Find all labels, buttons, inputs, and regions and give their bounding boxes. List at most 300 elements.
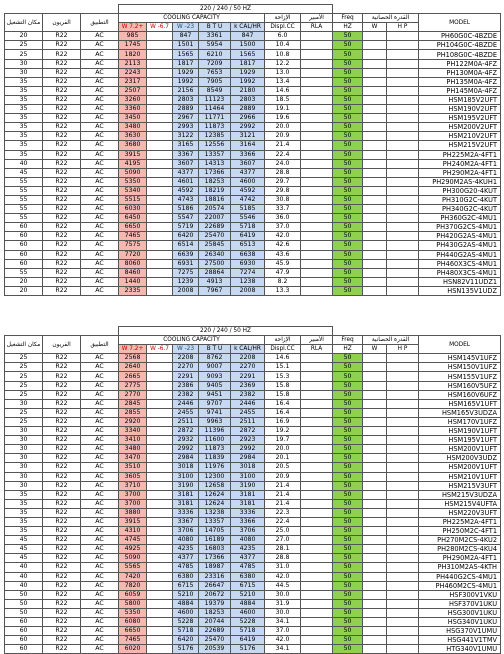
w-cell [363,627,387,636]
w72-cell: 1820 [119,50,147,59]
w67-cell [147,363,173,372]
w72-cell: 2568 [119,354,147,363]
kcal-cell: 2270 [231,363,265,372]
rla-cell [301,259,333,268]
w67-cell [147,545,173,554]
refrigerant-cell: R22 [43,417,81,426]
w67-cell [147,608,173,617]
kcal-cell: 3181 [231,499,265,508]
ambient-cell: 55 [5,205,43,214]
w-cell [363,232,387,241]
hp-cell [387,277,419,286]
freq-cell: 50 [333,41,363,50]
model-cell: PH310M2AS-4KTH [419,563,501,572]
btu-cell: 13357 [199,517,231,526]
kcal-cell: 5228 [231,618,265,627]
table-row [5,268,501,277]
hp-cell [387,123,419,132]
refrigerant-cell: R22 [43,268,81,277]
application-cell: AC [81,363,119,372]
w23-cell: 5228 [173,618,199,627]
kcal-header: k CAL/HR [231,345,265,354]
w-cell [363,32,387,41]
w72-cell: 3605 [119,472,147,481]
model-cell: HSG340V1UKU [419,618,501,627]
freq-cell: 50 [333,472,363,481]
application-cell: AC [81,105,119,114]
compressor-table-1 [4,4,501,296]
displacement-cell: 34.1 [265,618,301,627]
application-cell: AC [81,214,119,223]
table-row [5,508,501,517]
w67-cell [147,499,173,508]
w23-cell: 3122 [173,132,199,141]
table-row [5,563,501,572]
hp-cell [387,408,419,417]
w23-cell: 2008 [173,286,199,295]
rla-cell [301,572,333,581]
w72-cell: 3700 [119,490,147,499]
ambient-cell: 60 [5,618,43,627]
kcal-cell: 6419 [231,232,265,241]
table-row [5,77,501,86]
displacement-cell: 30.0 [265,608,301,617]
refrigerant-cell: R22 [43,86,81,95]
model-cell: PH108G0C-4BZDE [419,50,501,59]
model-cell: HSF300V1VKU [419,590,501,599]
table-row [5,354,501,363]
w23-cell: 3607 [173,159,199,168]
btu-cell: 9405 [199,381,231,390]
model-cell: PH480X3CS-4MU1 [419,268,501,277]
hp-cell [387,241,419,250]
hp-cell [387,545,419,554]
btu-cell: 22689 [199,223,231,232]
w-cell [363,114,387,123]
w23-cell: 6639 [173,250,199,259]
kcal-cell: 3164 [231,141,265,150]
application-cell: AC [81,141,119,150]
application-cell: AC [81,645,119,654]
application-cell: AC [81,554,119,563]
refrigerant-cell: R22 [43,195,81,204]
model-cell: HSM190V1UFT [419,427,501,436]
w23-cell: 2511 [173,417,199,426]
table-row [5,159,501,168]
hp-cell [387,214,419,223]
hp-cell [387,436,419,445]
w23-cell: 2993 [173,123,199,132]
rla-cell [301,608,333,617]
freq-cell: 50 [333,554,363,563]
w23-cell: 2967 [173,114,199,123]
model-cell: HSM195V2UFT [419,114,501,123]
ambient-cell: 45 [5,545,43,554]
table-row [5,259,501,268]
w-header: W [363,23,387,32]
model-cell: HSM200V3UDZ [419,454,501,463]
application-cell: AC [81,232,119,241]
btu-cell: 20744 [199,618,231,627]
w-cell [363,372,387,381]
btu-cell: 20539 [199,645,231,654]
refrigerant-cell: R22 [43,599,81,608]
w67-cell [147,627,173,636]
table-row [5,472,501,481]
kcal-cell: 5176 [231,645,265,654]
rla-cell [301,286,333,295]
kcal-header: k CAL/HR [231,23,265,32]
btu-cell: 11771 [199,114,231,123]
table-row [5,463,501,472]
table-row [5,590,501,599]
displacement-cell: 15.1 [265,363,301,372]
hp-cell [387,627,419,636]
freq-cell: 50 [333,572,363,581]
hp-cell [387,463,419,472]
ambient-cell: 45 [5,168,43,177]
w67-cell [147,232,173,241]
w67-cell [147,372,173,381]
w72-cell: 7420 [119,572,147,581]
model-cell: HSM215V3UFT [419,481,501,490]
w23-cell: 5719 [173,223,199,232]
freq-cell: 50 [333,105,363,114]
refrigerant-cell: R22 [43,472,81,481]
ambient-cell: 35 [5,527,43,536]
w-cell [363,554,387,563]
freq-cell: 50 [333,445,363,454]
refrigerant-cell: R22 [43,618,81,627]
w67-cell [147,381,173,390]
hp-cell [387,563,419,572]
kcal-cell: 1238 [231,277,265,286]
table-row [5,59,501,68]
ambient-cell: 25 [5,417,43,426]
btu-cell: 7905 [199,77,231,86]
application-cell: AC [81,517,119,526]
btu-cell: 11464 [199,105,231,114]
kcal-cell: 5718 [231,627,265,636]
btu-cell: 19379 [199,599,231,608]
table-row [5,195,501,204]
w23-cell: 4080 [173,536,199,545]
kcal-cell: 3190 [231,481,265,490]
refrigerant-cell: R22 [43,399,81,408]
ambient-cell: 25 [5,354,43,363]
rla-cell [301,517,333,526]
kcal-cell: 2992 [231,445,265,454]
freq-cell: 50 [333,436,363,445]
displacement-cell: 28.8 [265,554,301,563]
displacement-cell: 19.2 [265,427,301,436]
model-header: MODEL [419,336,501,354]
rla-cell [301,508,333,517]
w67-cell [147,68,173,77]
hp-cell [387,223,419,232]
model-cell: PH340G2C-4KUT [419,205,501,214]
w72-cell: 7465 [119,636,147,645]
w67-cell [147,168,173,177]
hp-cell [387,517,419,526]
model-cell: PH145M0A-4FZ [419,86,501,95]
table-row [5,527,501,536]
table-row [5,417,501,426]
application-cell: AC [81,268,119,277]
freq-cell: 50 [333,195,363,204]
hp-cell [387,132,419,141]
rla-cell [301,277,333,286]
refrigerant-cell: R22 [43,454,81,463]
w23-cell: 2455 [173,408,199,417]
w23-cell: 2803 [173,95,199,104]
rla-cell [301,114,333,123]
btu-cell: 7967 [199,286,231,295]
displacement-cell: 31.0 [265,563,301,572]
displacement-cell: 16.9 [265,417,301,426]
displacement-cell: 20.0 [265,445,301,454]
hp-cell [387,114,419,123]
freq-cell: 50 [333,381,363,390]
kcal-cell: 6380 [231,572,265,581]
refrigerant-cell: R22 [43,381,81,390]
hp-cell [387,417,419,426]
btu-cell: 18253 [199,608,231,617]
btu-cell: 11600 [199,436,231,445]
hp-cell [387,636,419,645]
model-cell: HSM145V1UFZ [419,354,501,363]
rla-cell [301,105,333,114]
ambient-cell: 50 [5,590,43,599]
kcal-cell: 4600 [231,177,265,186]
refrigerant-cell: R22 [43,608,81,617]
table-row [5,205,501,214]
w72-cell: 2640 [119,363,147,372]
w72-cell: 2770 [119,390,147,399]
w67-header: W -6.7 [147,345,173,354]
hp-cell [387,363,419,372]
w72-cell: 5350 [119,177,147,186]
rla-cell [301,132,333,141]
displacement-cell: 21.4 [265,481,301,490]
w72-cell: 5515 [119,195,147,204]
w72-header: W 7.2+ [119,345,147,354]
w-cell [363,563,387,572]
refrigerant-cell: R22 [43,277,81,286]
kcal-cell: 3018 [231,463,265,472]
application-cell: AC [81,132,119,141]
hp-cell [387,77,419,86]
refrigerant-cell: R22 [43,372,81,381]
refrigerant-cell: R22 [43,41,81,50]
w72-cell: 4310 [119,527,147,536]
table-row [5,454,501,463]
displacement-cell: 8.2 [265,277,301,286]
ambient-cell: 35 [5,141,43,150]
hp-cell [387,508,419,517]
w-cell [363,141,387,150]
w-cell [363,572,387,581]
displacement-cell: 27.0 [265,536,301,545]
btu-cell: 5954 [199,41,231,50]
refrigerant-cell: R22 [43,363,81,372]
rla-cell [301,381,333,390]
w-cell [363,581,387,590]
btu-cell: 6210 [199,50,231,59]
refrigerant-cell: R22 [43,427,81,436]
ambient-cell: 60 [5,223,43,232]
w67-cell [147,159,173,168]
w-cell [363,241,387,250]
hp-cell [387,150,419,159]
w-cell [363,86,387,95]
w67-cell [147,517,173,526]
kcal-cell: 3100 [231,472,265,481]
w72-cell: 4745 [119,536,147,545]
application-cell: AC [81,277,119,286]
model-cell: PH104G0C-4BZDE [419,41,501,50]
kcal-cell: 3121 [231,132,265,141]
displacement-cell: 21.4 [265,499,301,508]
application-cell: AC [81,590,119,599]
w72-cell: 985 [119,32,147,41]
w72-cell: 5090 [119,168,147,177]
w67-cell [147,77,173,86]
hp-cell [387,232,419,241]
w72-cell: 3340 [119,427,147,436]
displacement-cell: 42.6 [265,241,301,250]
application-cell: AC [81,436,119,445]
hp-cell [387,32,419,41]
application-cell: AC [81,427,119,436]
btu-cell: 11839 [199,454,231,463]
model-cell: HSN82V11UDZ1 [419,277,501,286]
w23-cell: 2208 [173,354,199,363]
w-cell [363,499,387,508]
w67-cell [147,286,173,295]
ambient-cell: 20 [5,277,43,286]
application-cell: AC [81,445,119,454]
freq-cell: 50 [333,408,363,417]
kcal-cell: 2992 [231,123,265,132]
rla-cell [301,527,333,536]
freq-cell: 50 [333,177,363,186]
rla-cell [301,363,333,372]
freq-cell: 50 [333,150,363,159]
btu-cell: 18816 [199,195,231,204]
freq-cell: 50 [333,59,363,68]
freq-cell: 50 [333,463,363,472]
hp-cell [387,618,419,627]
w72-cell: 3700 [119,499,147,508]
application-cell: AC [81,95,119,104]
ambient-header: مكان التشغيل [5,14,43,32]
w72-cell: 7575 [119,241,147,250]
w23-cell: 3367 [173,517,199,526]
hp-cell [387,490,419,499]
ambient-cell: 55 [5,177,43,186]
application-cell: AC [81,454,119,463]
displacement-cell: 21.4 [265,490,301,499]
application-cell: AC [81,372,119,381]
application-cell: AC [81,408,119,417]
displacement-cell: 42.0 [265,232,301,241]
w67-cell [147,177,173,186]
w67-cell [147,481,173,490]
ambient-cell: 40 [5,572,43,581]
w-cell [363,250,387,259]
model-cell: PH122M0A-4FZ [419,59,501,68]
table-row [5,536,501,545]
ambient-cell: 35 [5,132,43,141]
rla-cell [301,354,333,363]
hp-cell [387,186,419,195]
application-cell: AC [81,581,119,590]
kcal-cell: 2872 [231,427,265,436]
refrigerant-cell: R22 [43,205,81,214]
application-cell: AC [81,177,119,186]
model-cell: HSM160V5UFZ [419,381,501,390]
w67-cell [147,417,173,426]
displacement-cell: 22.4 [265,150,301,159]
freq-cell: 50 [333,636,363,645]
freq-cell: 50 [333,132,363,141]
w67-cell [147,50,173,59]
application-cell: AC [81,399,119,408]
w67-cell [147,141,173,150]
refrigerant-cell: R22 [43,499,81,508]
btu-cell: 9093 [199,372,231,381]
model-cell: PH225M2A-4FT1 [419,150,501,159]
w72-cell: 2113 [119,59,147,68]
w72-cell: 2855 [119,408,147,417]
freq-cell: 50 [333,32,363,41]
w23-cell: 4884 [173,599,199,608]
displacement-cell: 15.8 [265,381,301,390]
rla-cell [301,545,333,554]
refrigerant-header: الفريون [43,336,81,354]
kcal-cell: 1817 [231,59,265,68]
w23-cell: 4743 [173,195,199,204]
w23-cell: 4235 [173,545,199,554]
w-cell [363,445,387,454]
hp-capacity-header: القدرة الحصانية [363,336,419,345]
refrigerant-cell: R22 [43,508,81,517]
w72-cell: 3470 [119,454,147,463]
ambient-cell: 35 [5,508,43,517]
ambient-cell: 45 [5,554,43,563]
rla-cell [301,250,333,259]
table-row [5,177,501,186]
w72-cell: 6080 [119,618,147,627]
freq-cell: 50 [333,123,363,132]
kcal-cell: 2369 [231,381,265,390]
ambient-cell: 25 [5,372,43,381]
displacement-cell: 16.4 [265,408,301,417]
refrigerant-cell: R22 [43,50,81,59]
w-cell [363,68,387,77]
displacement-cell: 13.0 [265,68,301,77]
hp-capacity-header: القدرة الحصانية [363,14,419,23]
displacement-cell: 15.3 [265,372,301,381]
w-cell [363,214,387,223]
model-cell: PH225M2A-4FT1 [419,517,501,526]
w67-cell [147,436,173,445]
ambient-cell: 50 [5,608,43,617]
kcal-cell: 4235 [231,545,265,554]
rla-cell [301,241,333,250]
table-row [5,545,501,554]
